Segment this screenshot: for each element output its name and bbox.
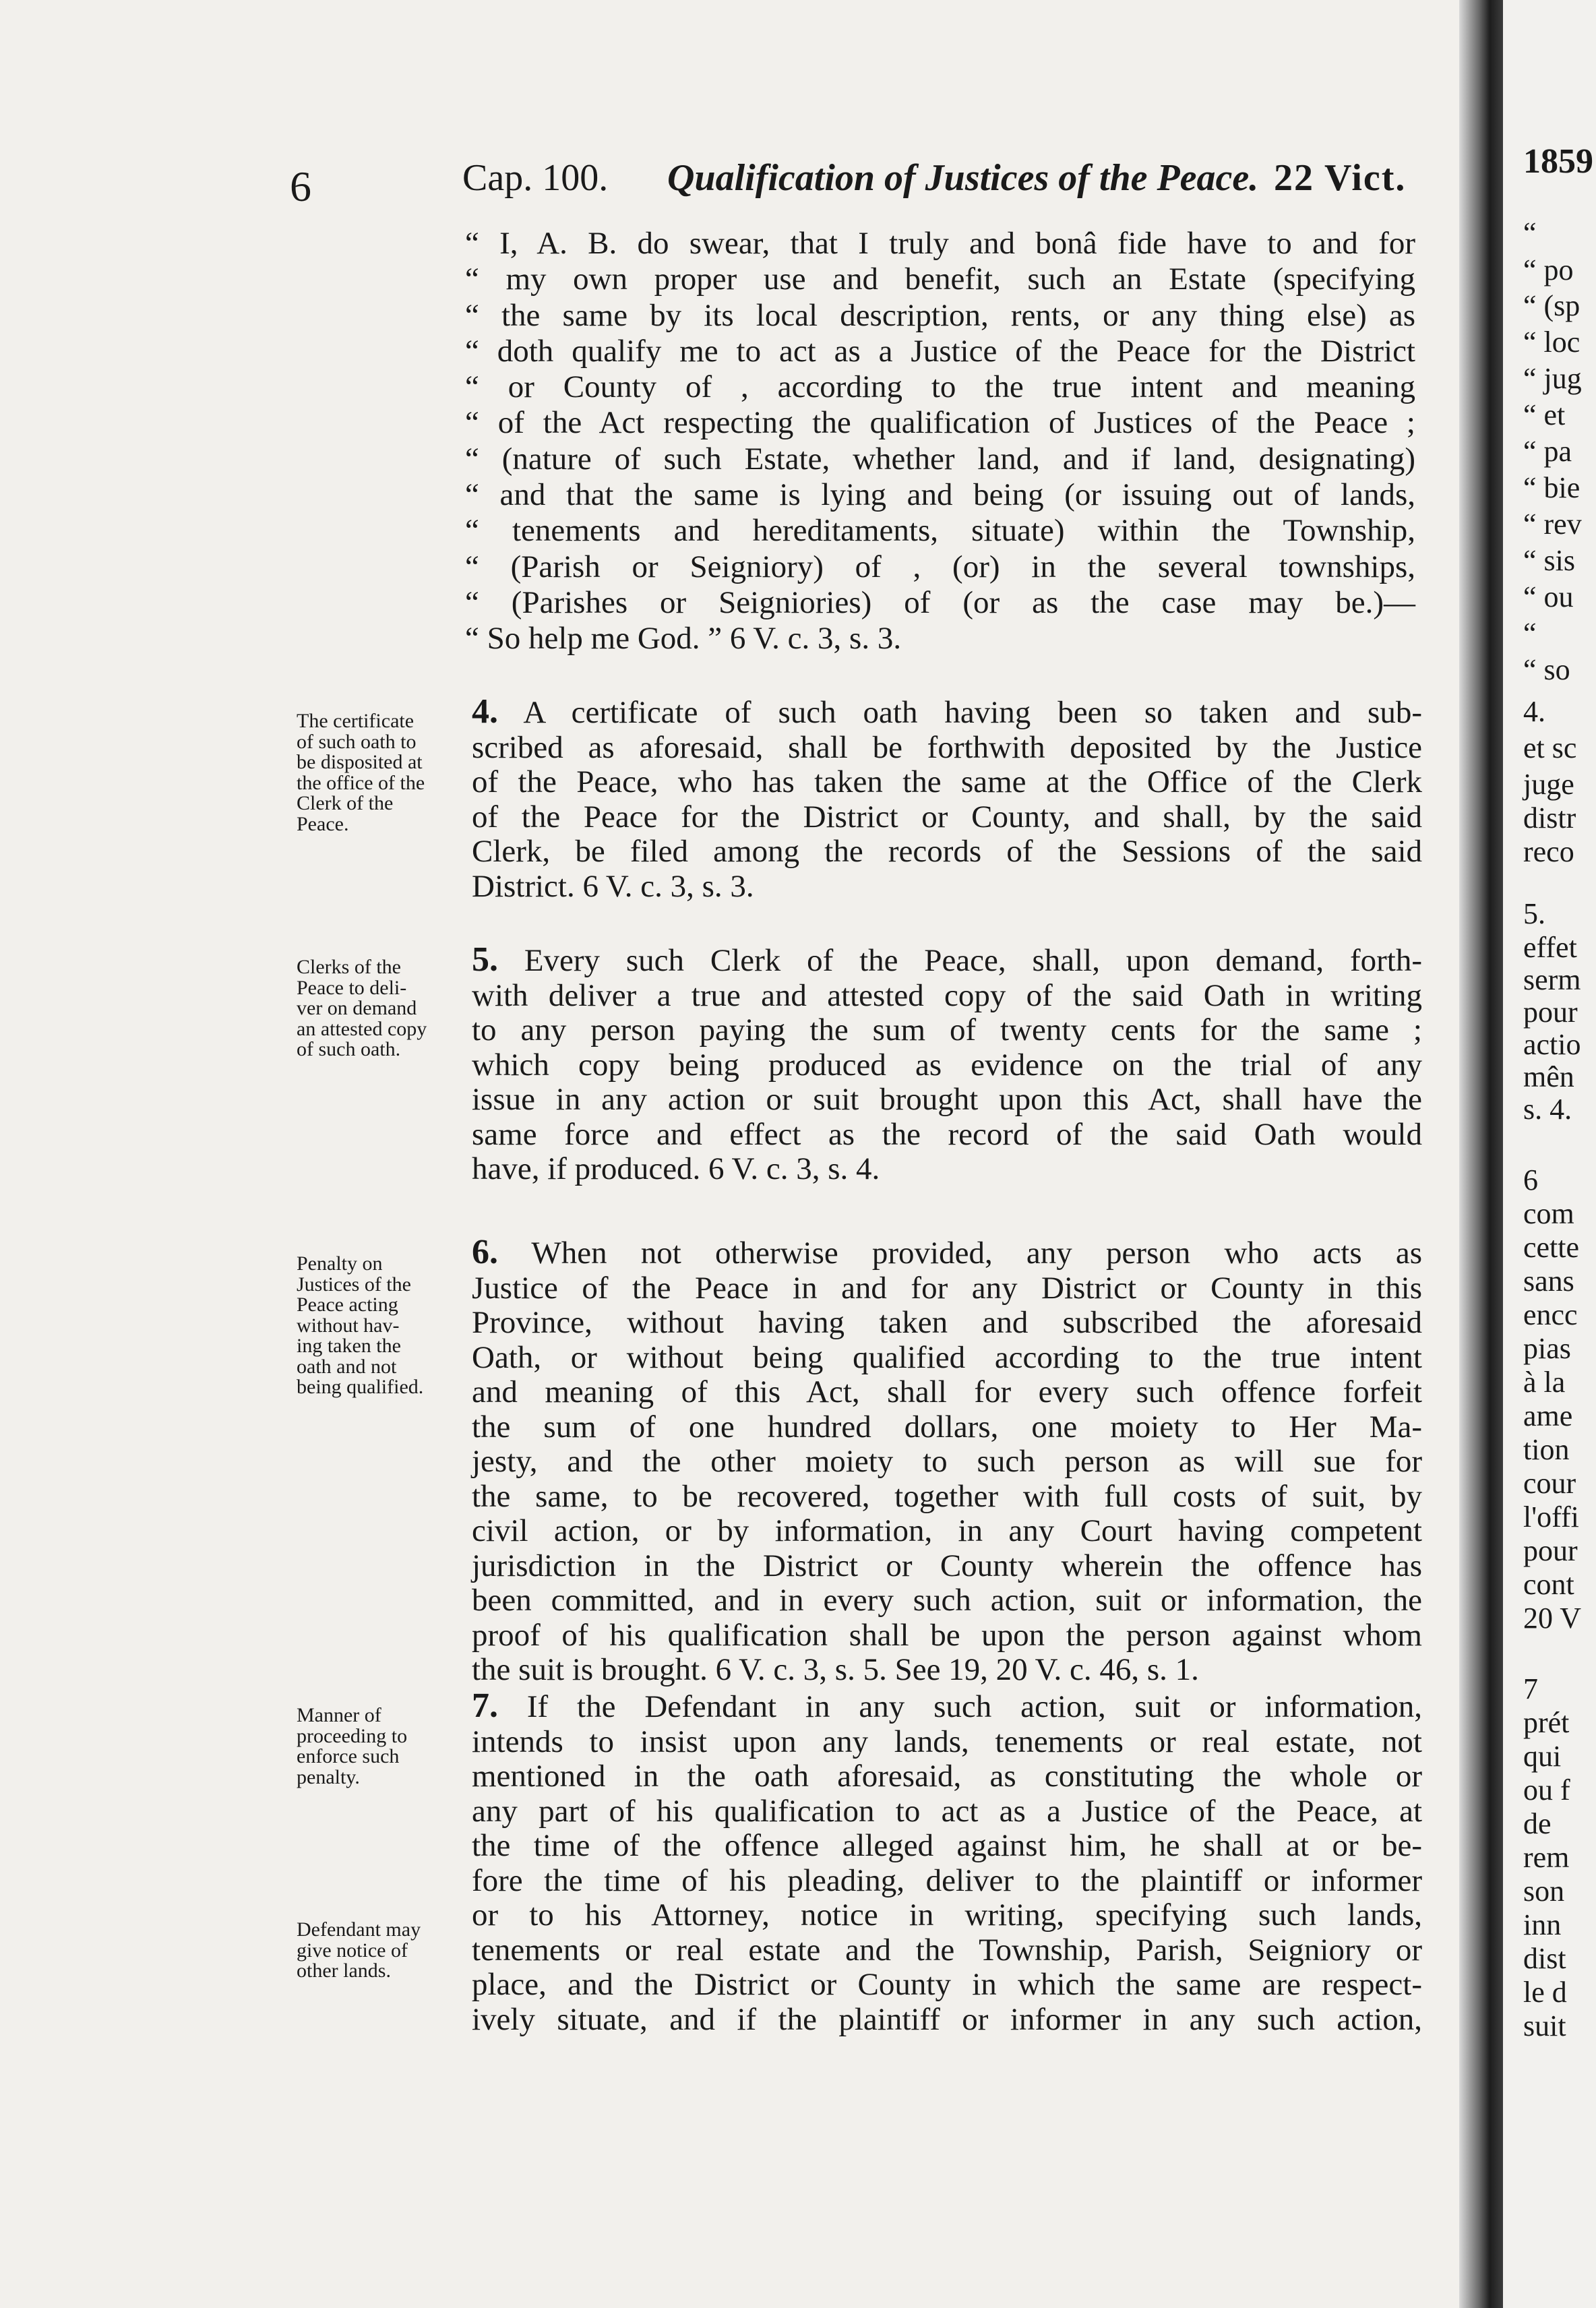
section-line: Every such Clerk of the Peace, shall, upon demand, forth- [524,943,1422,978]
facing-page-fragment: ou f [1523,1773,1570,1806]
margin-note-line: Justices of the [297,1273,411,1296]
section-number: 5. [472,940,498,979]
margin-note-line: enforce such [297,1745,400,1767]
facing-page-fragment: mên [1523,1060,1574,1093]
facing-page-fragment: l'offi [1523,1500,1579,1533]
facing-page-fragment: “ (sp [1523,289,1580,322]
oath-line: “ (Parish or Seigniory) of , (or) in the several townships, [465,549,1415,584]
facing-page-fragment: “ [1523,617,1537,650]
facing-page-fragment: “ rev [1523,508,1582,541]
margin-note-line: penalty. [297,1765,360,1788]
oath-line: “ of the Act respecting the qualification of Justices of the Peace ; [465,405,1415,441]
section-5 [472,942,1422,1187]
margin-note-line: be disposited at [297,751,423,773]
running-header [0,156,1459,210]
facing-page-year: 1859 [1523,142,1593,181]
facing-page-fragment: pias [1523,1332,1571,1365]
section-number: 6. [472,1233,498,1271]
facing-page-fragment: et sc [1523,731,1577,764]
section-line: Clerk, be filed among the records of the Sessions of the said [472,834,1422,869]
section-line: of the Peace for the District or County, and shall, by the said [472,799,1422,834]
margin-note-line: Clerk of the [297,792,394,814]
section-line: to any person paying the sum of twenty cents for the same ; [472,1012,1422,1047]
facing-page-fragment: cont [1523,1568,1574,1601]
facing-page-fragment: ame [1523,1399,1573,1432]
facing-page-fragment: 5. [1523,897,1545,930]
facing-page-fragment: “ loc [1523,326,1580,359]
section-number: 4. [472,692,498,731]
page-number: 6 [290,162,311,210]
facing-page-fragment: “ [1523,216,1537,249]
oath-line: “ or County of , according to the true intent and meaning [465,369,1415,405]
section-line: fore the time of his pleading, deliver to the plaintiff or informer [472,1862,1422,1898]
section-line: place, and the District or County in which the same are respect- [472,1967,1422,2002]
facing-page-fragment: tion [1523,1433,1570,1466]
margin-note-line: being qualified. [297,1376,424,1398]
margin-note-line: The certificate [297,710,415,732]
facing-page-fragment: s. 4. [1523,1093,1572,1126]
section-line: scribed as aforesaid, shall be forthwith deposited by the Justice [472,729,1422,765]
oath-line: “ tenements and hereditaments, situate) within the Township, [465,513,1415,549]
section-line: any part of his qualification to act as a Justice of the Peace, at [472,1793,1422,1829]
chapter-label: Cap. 100. [462,157,609,199]
margin-note-section-4 [297,711,468,834]
section-line: of the Peace, who has taken the same at the Office of the Clerk [472,764,1422,799]
facing-page-fragment: prét [1523,1706,1570,1739]
running-title: Qualification of Justices of the Peace. [667,157,1259,199]
facing-page-fragment: à la [1523,1366,1566,1399]
oath-line: “ I, A. B. do swear, that I truly and bonâ fide have to and for [465,226,1415,261]
book-gutter [1459,0,1503,2308]
section-7 [472,1689,1422,2037]
margin-note-line: other lands. [297,1960,391,1982]
facing-page-fragment: distr [1523,801,1576,834]
facing-page-fragment: 20 V [1523,1602,1581,1635]
facing-page-fragment: 4. [1523,695,1545,728]
section-line: mentioned in the oath aforesaid, as constituting the whole or [472,1759,1422,1794]
facing-page-fragment: actio [1523,1028,1581,1061]
facing-page-fragment: le d [1523,1976,1567,2009]
oath-line: “ (Parishes or Seigniories) of (or as the case may be.)— [465,584,1415,620]
margin-note-line: Clerks of the [297,956,401,978]
facing-page-fragment: 6 [1523,1163,1538,1196]
facing-page-fragment: inn [1523,1908,1562,1941]
section-line: have, if produced. 6 V. c. 3, s. 4. [472,1151,880,1186]
margin-note-line: Penalty on [297,1252,383,1275]
section-line: If the Defendant in any such action, suit or information, [526,1689,1422,1724]
facing-page-fragment: rem [1523,1841,1570,1874]
facing-page-fragment: pour [1523,996,1578,1029]
section-line: Province, without having taken and subscribed the aforesaid [472,1305,1422,1340]
section-line: or to his Attorney, notice in writing, specifying such lands, [472,1897,1422,1933]
margin-note-section-6 [297,1254,468,1398]
section-line: District. 6 V. c. 3, s. 3. [472,868,754,904]
section-line: the time of the offence alleged against him, he shall at or be- [472,1828,1422,1863]
margin-note-line: the office of the [297,771,425,794]
margin-note-section-5 [297,957,468,1060]
margin-note-line: give notice of [297,1939,408,1962]
margin-note-section-7a [297,1705,468,1788]
section-line: issue in any action or suit brought upon this Act, shall have the [472,1082,1422,1117]
margin-note-section-7b [297,1920,468,1982]
section-line: A certificate of such oath having been so taken and sub- [523,695,1422,730]
facing-page-fragment: “ sis [1523,544,1575,577]
facing-page-fragment: dist [1523,1942,1566,1975]
margin-note-line: an attested copy [297,1017,427,1040]
facing-page-fragment: “ po [1523,253,1574,286]
oath-line: “ (nature of such Estate, whether land, and if land, designating) [465,441,1415,477]
facing-page-fragment: 7 [1523,1672,1538,1705]
facing-page-fragment: “ et [1523,398,1566,431]
section-line: with deliver a true and attested copy of the said Oath in writing [472,977,1422,1013]
facing-page-fragment: serm [1523,963,1581,996]
section-number: 7. [472,1687,498,1725]
oath-line: “ the same by its local description, rents, or any thing else) as [465,297,1415,333]
facing-page-fragment: suit [1523,2009,1566,2042]
section-line: jesty, and the other moiety to such person as will sue for [472,1444,1422,1479]
oath-text [465,226,1415,657]
facing-page-fragment: de [1523,1807,1552,1840]
section-line: Justice of the Peace in and for any District or County in this [472,1270,1422,1306]
facing-page-fragment: reco [1523,835,1574,868]
section-line: ively situate, and if the plaintiff or informer in any such action, [472,2001,1422,2037]
oath-line: “ my own proper use and benefit, such an Estate (specifying [465,262,1415,297]
section-line: civil action, or by information, in any Court having competent [472,1513,1422,1548]
facing-page-fragment: qui [1523,1740,1562,1773]
section-line: the suit is brought. 6 V. c. 3, s. 5. See 19, 20 V. c. 46, s. 1. [472,1652,1199,1687]
regnal-year: 22 Vict. [1274,157,1407,199]
margin-note-line: proceeding to [297,1724,408,1747]
section-line: the same, to be recovered, together with full costs of suit, by [472,1478,1422,1514]
facing-page-fragment: “ jug [1523,362,1582,395]
facing-page-fragment: son [1523,1875,1565,1908]
margin-note-line: ing taken the [297,1335,401,1357]
section-6 [472,1235,1422,1688]
facing-page-edge [1503,0,1596,2308]
margin-note-line: of such oath to [297,730,417,753]
margin-note-line: Peace acting [297,1294,398,1316]
section-line: which copy being produced as evidence on the trial of any [472,1047,1422,1083]
facing-page-fragment: encc [1523,1298,1578,1331]
facing-page-fragment: sans [1523,1265,1574,1298]
margin-note-line: Defendant may [297,1918,421,1941]
section-line: When not otherwise provided, any person who acts as [531,1236,1422,1271]
section-line: Oath, or without being qualified according to the true intent [472,1339,1422,1375]
oath-line: “ doth qualify me to act as a Justice of the Peace for the District [465,333,1415,369]
margin-note-line: ver on demand [297,997,417,1019]
facing-page-fragment: “ pa [1523,435,1572,468]
section-line: been committed, and in every such action, suit or information, the [472,1583,1422,1618]
margin-note-line: of such oath. [297,1038,401,1060]
margin-note-line: Peace to deli- [297,976,407,999]
section-line: proof of his qualification shall be upon the person against whom [472,1617,1422,1653]
facing-page-fragment: pour [1523,1534,1578,1567]
facing-page-fragment: juge [1523,768,1574,801]
facing-page-fragment: com [1523,1197,1574,1230]
oath-line: “ and that the same is lying and being (or issuing out of lands, [465,477,1415,513]
margin-note-line: Manner of [297,1704,381,1726]
facing-page-fragment: effet [1523,931,1577,964]
facing-page-fragment: “ bie [1523,471,1580,504]
section-line: intends to insist upon any lands, tenements or real estate, not [472,1724,1422,1759]
margin-note-line: Peace. [297,812,349,835]
facing-page-fragment: “ ou [1523,580,1574,613]
section-4 [472,694,1422,904]
section-line: same force and effect as the record of the said Oath would [472,1116,1422,1152]
margin-note-line: oath and not [297,1355,397,1378]
section-line: tenements or real estate and the Township, Parish, Seigniory or [472,1932,1422,1968]
section-line: and meaning of this Act, shall for every such offence forfeit [472,1374,1422,1409]
facing-page-fragment: “ so [1523,653,1570,686]
section-line: the sum of one hundred dollars, one moiety to Her Ma- [472,1409,1422,1445]
facing-page-fragment: cour [1523,1467,1576,1500]
facing-page-fragment: cette [1523,1231,1580,1264]
section-line: jurisdiction in the District or County wherein the offence has [472,1548,1422,1583]
oath-line: “ So help me God. ” 6 V. c. 3, s. 3. [465,621,902,657]
margin-note-line: without hav- [297,1314,400,1337]
